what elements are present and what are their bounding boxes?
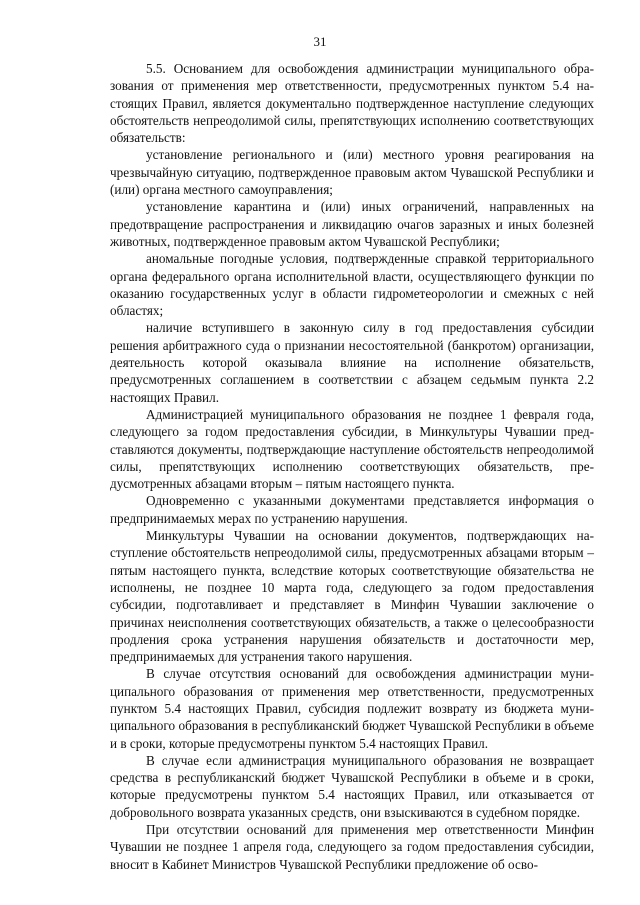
paragraph-measures-info: Одновременно с указанными документами представляется информация о предпринимаемых мерах по устранению нарушения.: [110, 493, 594, 526]
page-number: 31: [313, 34, 327, 49]
paragraph-5-5-intro: 5.5. Основанием для освобождения администрации муниципального образования от применения мер ответственности, предусмотренных пунктом 5.4 настоящих Правил, является документально подтвержденное наступление следующих обстоятельств непреодолимой силы, препятствующих исполнению соответствующих обязательств:: [110, 61, 594, 146]
paragraph-weather-conditions: аномальные погодные условия, подтвержденные справкой территориального органа федерального органа исполнительной власти, осуществляющего функции по оказанию государственных услуг в области гидрометеорологии и смежных с ней областях;: [110, 251, 594, 319]
paragraph-documents-deadline: Администрацией муниципального образования не позднее 1 февраля года, следующего за годом предоставления субсидии, в Минкультуры Чувашии представляются документы, подтверждающие наступление обстоятельств непреодолимой силы, препятствующих исполнению соответствующих обязательств, предусмотренных абзацами вторым – пятым настоящего пункта.: [110, 406, 594, 492]
document-body: [110, 60, 594, 873]
paragraph-court-recovery: В случае если администрация муниципального образования не возвращает средства в республиканский бюджет Чувашской Республики в объеме и в сроки, которые предусмотрены пунктом 5.4 настоящих Правил, или отказывается от добровольного возврата указанных средств, они взыскиваются в судебном порядке.: [110, 752, 594, 820]
paragraph-quarantine: установление карантина и (или) иных ограничений, направленных на предотвращение распространения и ликвидацию очагов заразных и иных болезней животных, подтвержденное правовым актом Чувашской Республики;: [110, 199, 594, 249]
paragraph-emergency-response: установление регионального и (или) местного уровня реагирования на чрезвычайную ситуацию, подтвержденное правовым актом Чувашской Республики и (или) органа местного самоуправления;: [110, 147, 594, 198]
paragraph-ministry-conclusion: Минкультуры Чувашии на основании документов, подтверждающих наступление обстоятельств непреодолимой силы, предусмотренных абзацами вторым – пятым настоящего пункта, вследствие которых соответствующие обязательства не исполнены, не позднее 10 марта года, следующего за годом предоставления субсидии, подготавливает и представляет в Минфин Чувашии заключение о причинах неисполнения соответствующих обязательств, а также о целесообразности продления срока устранения нарушения обязательств и достаточности мер, предпринимаемых для устранения такого нарушения.: [110, 528, 594, 665]
paragraph-bankruptcy: наличие вступившего в законную силу в год предоставления субсидии решения арбитражного суда о признании несостоятельной (банкротом) организации, деятельность которой оказывала влияние на исполнение обязательств, предусмотренных соглашением в соответствии с абзацем седьмым пункта 2.2 настоящих Правил.: [110, 320, 594, 405]
paragraph-subsidy-return: В случае отсутствия оснований для освобождения администрации муниципального образования от применения мер ответственности, предусмотренных пунктом 5.4 настоящих Правил, субсидия подлежит возврату из бюджета муниципального образования в республиканский бюджет Чувашской Республики в объеме и в сроки, которые предусмотрены пунктом 5.4 настоящих Правил.: [110, 666, 594, 751]
paragraph-minfin-proposal: При отсутствии оснований для применения мер ответственности Минфин Чувашии не позднее 1 апреля года, следующего за годом предоставления субсидии, вносит в Кабинет Министров Чувашской Республики предложение об осво-: [110, 822, 594, 872]
